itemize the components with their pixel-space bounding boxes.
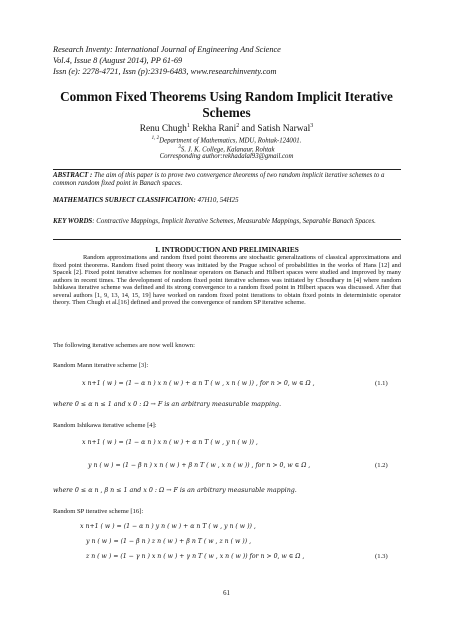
mann-where: where 0 ≤ α n ≤ 1 and x 0 : Ω → F is an arbitrary measurable mapping. — [53, 401, 282, 408]
equation-number: (1.3) — [375, 553, 388, 560]
ishikawa-equation-2: y n ( w ) = (1 − β n ) x n ( w ) + β n T ( w , x n ( w )) , for n > 0, w ∈ Ω , — [88, 462, 311, 469]
affiliation-text: S. J. K. College, Kalanaur, Rohtak — [180, 146, 275, 154]
affiliation-sup: 1, 2 — [151, 136, 160, 141]
equation-number: (1.2) — [375, 462, 388, 469]
divider — [53, 239, 401, 240]
abstract — [53, 172, 401, 188]
mann-heading: Random Mann iterative scheme [3]: — [53, 362, 149, 369]
divider — [53, 169, 401, 170]
keywords — [53, 218, 401, 226]
abstract-label: ABSTRACT : — [53, 172, 93, 179]
mann-equation: x n+1 ( w ) = (1 − α n ) x n ( w ) + α n T ( w , x n ( w )) , for n > 0, w ∈ Ω , — [82, 380, 315, 387]
corresponding-author: Corresponding author:rekhadalal93@gmail.com — [159, 153, 294, 160]
abstract-text: The aim of this paper is to prove two convergence theorems of two random implicit iterative schemes to a common random fixed point in Banach spaces. — [53, 172, 385, 188]
author-name: and Satish Narwal — [239, 124, 311, 135]
section-heading: I. INTRODUCTION AND PRELIMINARIES — [155, 245, 299, 254]
author-sup: 1 — [186, 123, 190, 129]
page-number: 61 — [223, 590, 230, 597]
ishikawa-equation-1: x n+1 ( w ) = (1 − α n ) x n ( w ) + α n T ( w , y n ( w )) , — [82, 439, 258, 446]
author-name: Renu Chugh — [139, 124, 187, 135]
sp-equation-3: z n ( w ) = (1 − γ n ) x n ( w ) + γ n T ( w , x n ( w )) for n > 0, w ∈ Ω , — [86, 553, 305, 560]
journal-issn: Issn (e): 2278-4721, Issn (p):2319-6483, www.researchinventy.com — [53, 67, 277, 76]
author-sup: 3 — [310, 123, 314, 129]
equation-number: (1.1) — [375, 380, 388, 387]
journal-volume: Vol.4, Issue 8 (August 2014), PP 61-69 — [53, 56, 183, 65]
sp-equation-2: y n ( w ) = (1 − β n ) z n ( w ) + β n T ( w , z n ( w )) , — [86, 538, 252, 545]
author-name: Rekha Rani — [189, 124, 237, 135]
ishikawa-heading: Random Ishikawa iterative scheme [4]: — [53, 422, 157, 429]
affiliation-text: Department of Mathematics, MDU, Rohtak-124001. — [159, 137, 302, 145]
ishikawa-where: where 0 ≤ α n , β n ≤ 1 and x 0 : Ω → F is an arbitrary measurable mapping. — [53, 487, 297, 494]
keywords-text: : Contractive Mappings, Implicit Iterative Schemes, Measurable Mappings, Separable Banach Spaces. — [92, 218, 376, 225]
author-line — [40, 123, 413, 134]
msc-label: MATHEMATICS SUBJECT CLASSIFICATION: — [53, 197, 196, 204]
keywords-label: KEY WORDS — [53, 218, 93, 225]
lead-in-text: The following iterative schemes are now well known: — [53, 342, 195, 349]
intro-paragraph: Random approximations and random fixed point theorems are stochastic generalizations of classical approximations and fixed point theorems. Random fixed point theory was initiated by the Prague school of probabilities in the works of Hans [12] and Spacek [2]. Fixed point iterative schemes for nonlinear operators on Banach and Hilbert spaces were studied and improved by many authors in recent times. The development of random fixed point iterative schemes was initiated by Choudhary in [4] where random Ishikawa iterative scheme was defined and its strong convergence to a random fixed point in Hilbert spaces was discussed. After that several authors [1, 9, 13, 14, 15, 19] have worked on random fixed point iterations to obtain fixed points in deterministic operator theory. Then Chugh et al.[16] defined and proved the convergence of random SP iterative scheme. — [53, 254, 401, 307]
author-sup: 2 — [236, 123, 240, 129]
affiliation-sup: 3 — [178, 145, 181, 150]
sp-heading: Random SP iterative scheme [16]: — [53, 508, 144, 515]
sp-equation-1: x n+1 ( w ) = (1 − α n ) y n ( w ) + α n T ( w , y n ( w )) , — [80, 523, 256, 530]
journal-name: Research Inventy: International Journal of Engineering And Science — [53, 45, 281, 54]
msc-text: 47H10, 54H25 — [195, 197, 239, 204]
paper-title: Common Fixed Theorems Using Random Implicit Iterative Schemes — [60, 89, 393, 120]
msc — [53, 197, 401, 205]
